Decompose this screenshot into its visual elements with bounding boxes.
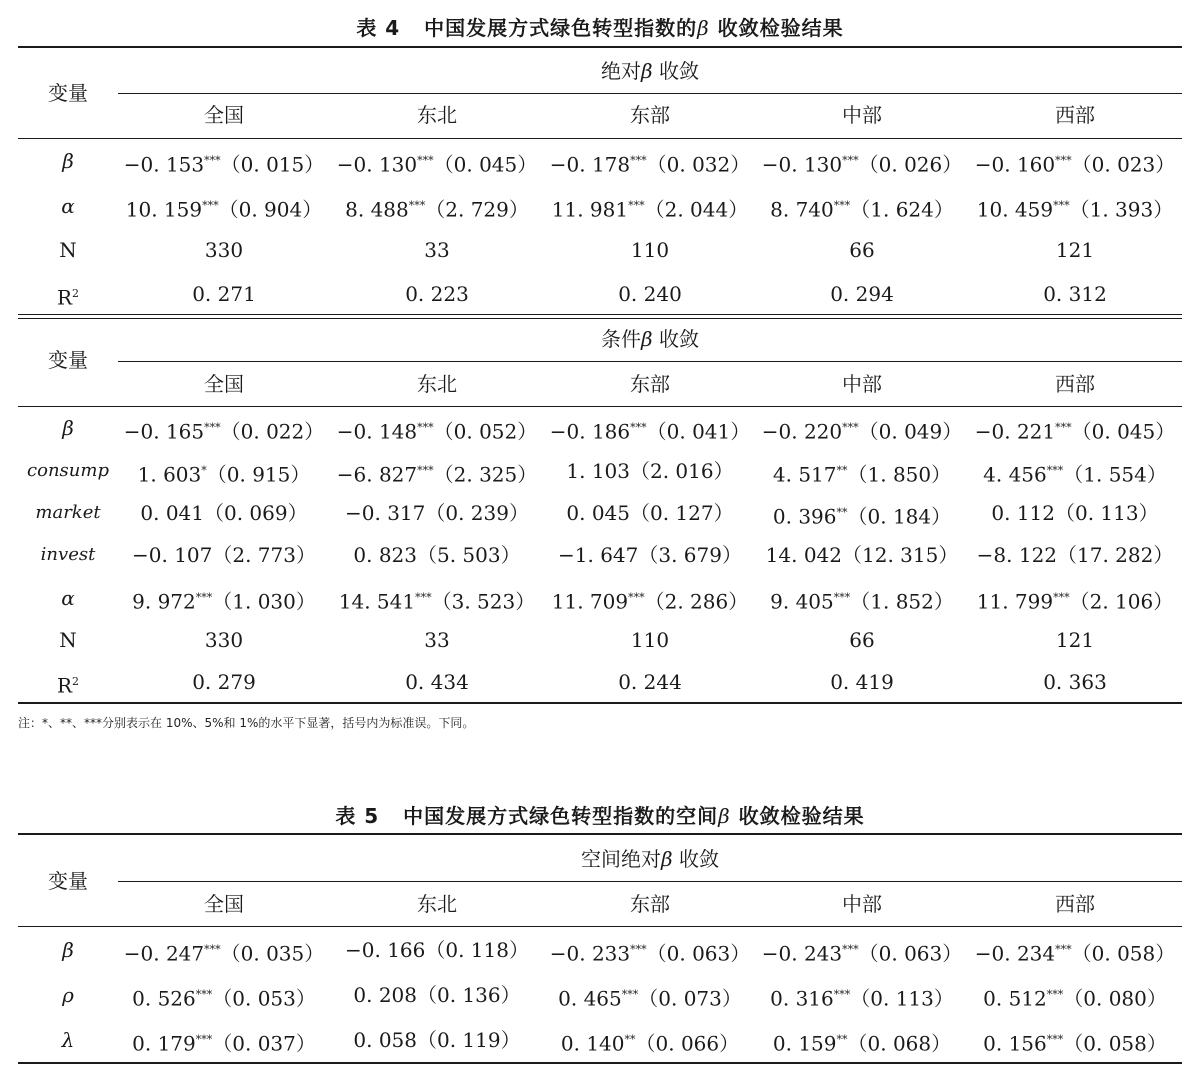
table5-row-label: ρ: [62, 983, 74, 1007]
table5-caption-beta: β: [718, 804, 731, 828]
table4-panel-b-cell: −0. 317（0. 239）: [345, 501, 529, 525]
table4-panel-b-cell: 0. 823（5. 503）: [353, 543, 521, 567]
table4-panel-b-title: [118, 327, 1182, 351]
table4-panel-b-cell: 0. 112（0. 113）: [991, 501, 1159, 525]
table5-cell: 0. 159**（0. 068）: [772, 1031, 952, 1056]
table4-panel-a-row-label: β: [62, 149, 74, 173]
table5-cell: 0. 140**（0. 066）: [560, 1031, 740, 1056]
table5-cell: −0. 234***（0. 058）: [974, 941, 1176, 966]
table4-panel-a-cell: 0. 240: [618, 282, 682, 306]
table4-panel-b-cell: 4. 517**（1. 850）: [772, 462, 952, 487]
table4-var-header-a: 变量: [48, 81, 88, 105]
table4-panel-a-cell: −0. 153***（0. 015）: [123, 152, 325, 177]
table4-panel-a-cell: 11. 981***（2. 044）: [551, 197, 749, 222]
table5-cell: 0. 526***（0. 053）: [132, 986, 316, 1011]
table5-cell: 0. 058（0. 119）: [353, 1028, 521, 1052]
table4-panel-b-cell: 330: [204, 628, 244, 652]
table4-panel-b-cell: 33: [424, 628, 450, 652]
table4-panel-a-cell: 330: [204, 238, 244, 262]
table4-panel-b-cell: 1. 103（2. 016）: [566, 459, 734, 483]
panel-b-title-beta: β: [641, 327, 653, 351]
table4-panel-b-cell: 0. 244: [618, 670, 682, 694]
table4-caption-beta: β: [697, 16, 710, 40]
table4-panel-b-cell: 121: [1055, 628, 1095, 652]
table4-panel-a-cell: 0. 271: [192, 282, 256, 306]
panel-a-title-pre: 绝对: [601, 59, 642, 83]
table5-cell: −0. 166（0. 118）: [345, 938, 529, 962]
table5-region-header: 东北: [417, 892, 457, 916]
table4-panel-b-cell: 9. 972***（1. 030）: [132, 589, 316, 614]
table4-panel-b-cell: −6. 827***（2. 325）: [336, 462, 538, 487]
table4-panel-a-region-header: 东北: [417, 103, 457, 127]
table4-panel-b-cell: 11. 799***（2. 106）: [976, 589, 1174, 614]
table4-panel-b-row-label: β: [62, 416, 74, 440]
table4-panel-b-cell: −0. 165***（0. 022）: [123, 419, 325, 444]
table4-panel-a-cell: 8. 488***（2. 729）: [345, 197, 529, 222]
table5-cell: 0. 465***（0. 073）: [558, 986, 742, 1011]
table4-panel-a-cell: −0. 130***（0. 045）: [336, 152, 538, 177]
table4-panel-b-cell: 0. 279: [192, 670, 256, 694]
table4-panel-b-cell: −0. 186***（0. 041）: [549, 419, 751, 444]
table4-bottom-rule: [18, 702, 1182, 704]
table5-title-pre: 空间绝对: [581, 847, 662, 871]
table4-panel-b-cell: 0. 419: [830, 670, 894, 694]
table5-cell: −0. 233***（0. 063）: [549, 941, 751, 966]
table4-panel-a-region-header: 全国: [204, 103, 244, 127]
table5-row-label: λ: [61, 1028, 75, 1052]
table4-panel-b-cell: 4. 456***（1. 554）: [983, 462, 1167, 487]
table4-panel-b-cell: 9. 405***（1. 852）: [770, 589, 954, 614]
table5-cell: 0. 512***（0. 080）: [983, 986, 1167, 1011]
table4-panel-a-region-header: 西部: [1055, 103, 1095, 127]
table4-panel-a-cell: −0. 178***（0. 032）: [549, 152, 751, 177]
table4-panel-b-cell: −0. 148***（0. 052）: [336, 419, 538, 444]
panel-a-title-beta: β: [641, 59, 653, 83]
table4-panel-a-title: [118, 59, 1182, 83]
table4-panel-b-cell: 14. 541***（3. 523）: [338, 589, 536, 614]
table4-panel-b-cell: −8. 122（17. 282）: [976, 543, 1174, 567]
table5-title-post: 收敛: [678, 847, 719, 871]
table4-panel-a-row-label: α: [61, 194, 75, 218]
table4-panel-a-region-header: 东部: [630, 103, 670, 127]
table4-panel-b-row-label: invest: [40, 544, 96, 565]
table5-cell: −0. 243***（0. 063）: [761, 941, 963, 966]
table5-region-header: 西部: [1055, 892, 1095, 916]
table4-panel-a-cell: 0. 294: [830, 282, 894, 306]
table4-panel-b-cell: 11. 709***（2. 286）: [551, 589, 749, 614]
table5-subrule: [118, 881, 1182, 882]
table4-panel-a-header-rule: [18, 138, 1182, 139]
table4-panel-b-header-rule: [18, 406, 1182, 407]
table4-panel-b-row-label: market: [35, 502, 101, 523]
table4-panel-a-cell: 10. 159***（0. 904）: [125, 197, 323, 222]
table5-caption-tail: 收敛检验结果: [738, 804, 865, 828]
table4-panel-a-region-header: 中部: [842, 103, 882, 127]
table4-double-rule-2: [18, 318, 1182, 319]
table4-double-rule-1: [18, 314, 1182, 315]
table4-panel-b-cell: −1. 647（3. 679）: [558, 543, 742, 567]
table5-cell: 0. 316***（0. 113）: [770, 986, 954, 1011]
table4-caption-text: 中国发展方式绿色转型指数的: [424, 16, 698, 40]
table4-note: 注：*、**、***分别表示在 10%、5%和 1%的水平下显著，括号内为标准误。下同。: [18, 716, 475, 730]
table5-cell: −0. 247***（0. 035）: [123, 941, 325, 966]
table4-panel-b-cell: 0. 434: [405, 670, 469, 694]
table5-caption-text: 中国发展方式绿色转型指数的空间: [403, 804, 719, 828]
table4-panel-b-cell: −0. 107（2. 773）: [132, 543, 316, 567]
table4-panel-b-region-header: 东北: [417, 372, 457, 396]
table4-panel-b-cell: −0. 221***（0. 045）: [974, 419, 1176, 444]
table5-bottom-rule: [18, 1062, 1182, 1064]
panel-b-title-post: 收敛: [658, 327, 699, 351]
table4-panel-a-cell: 8. 740***（1. 624）: [770, 197, 954, 222]
table4-panel-b-cell: 0. 396**（0. 184）: [772, 504, 952, 529]
table5-caption-number: 表 5: [335, 804, 380, 828]
table5-region-header: 东部: [630, 892, 670, 916]
table4-panel-a-cell: −0. 160***（0. 023）: [974, 152, 1176, 177]
table4-panel-b-row-label: α: [61, 586, 75, 610]
table4-panel-b-cell: 0. 045（0. 127）: [566, 501, 734, 525]
table4-panel-a-cell: 10. 459***（1. 393）: [976, 197, 1174, 222]
table4-panel-a-cell: 33: [424, 238, 450, 262]
table4-panel-b-cell: −0. 220***（0. 049）: [761, 419, 963, 444]
table4-panel-b-cell: 1. 603*（0. 915）: [137, 462, 311, 487]
table4-panel-a-cell: 110: [630, 238, 670, 262]
table4-panel-b-subrule: [118, 361, 1182, 362]
table5-region-header: 中部: [842, 892, 882, 916]
table5-header-rule: [18, 926, 1182, 927]
table5-top-rule: [18, 833, 1182, 835]
table4-panel-a-cell: −0. 130***（0. 026）: [761, 152, 963, 177]
table5-var-header: 变量: [48, 869, 88, 893]
table5-region-header: 全国: [204, 892, 244, 916]
table4-caption-number: 表 4: [356, 16, 401, 40]
table4-panel-b-cell: 0. 041（0. 069）: [140, 501, 308, 525]
table4-panel-a-row-label: N: [59, 238, 77, 262]
table4-top-rule: [18, 46, 1182, 48]
table4-panel-b-region-header: 东部: [630, 372, 670, 396]
table4-panel-b-region-header: 全国: [204, 372, 244, 396]
table5-caption: [0, 800, 1200, 829]
table4-caption: [0, 12, 1200, 41]
table4-var-header-b: 变量: [48, 348, 88, 372]
table4-panel-a-cell: 0. 312: [1043, 282, 1107, 306]
table4-panel-b-cell: 14. 042（12. 315）: [765, 543, 959, 567]
table4-panel-b-region-header: 中部: [842, 372, 882, 396]
table5-panel-title: [118, 847, 1182, 871]
table4-panel-b-cell: 66: [849, 628, 875, 652]
table4-panel-a-subrule: [118, 93, 1182, 94]
table4-panel-b-cell: 110: [630, 628, 670, 652]
table4-panel-b-region-header: 西部: [1055, 372, 1095, 396]
table5-title-beta: β: [661, 847, 673, 871]
table4-panel-b-row-label: $R^2$: [56, 673, 80, 698]
table4-panel-a-cell: 0. 223: [405, 282, 469, 306]
table4-panel-b-row-label: consump: [27, 460, 109, 481]
panel-b-title-pre: 条件: [601, 327, 642, 351]
table4-caption-tail: 收敛检验结果: [717, 16, 844, 40]
table4-panel-a-cell: 121: [1055, 238, 1095, 262]
table4-panel-a-row-label: $R^2$: [56, 285, 80, 310]
table4-panel-a-cell: 66: [849, 238, 875, 262]
panel-a-title-post: 收敛: [658, 59, 699, 83]
table5-cell: 0. 208（0. 136）: [353, 983, 521, 1007]
table5-cell: 0. 179***（0. 037）: [132, 1031, 316, 1056]
table4-panel-b-cell: 0. 363: [1043, 670, 1107, 694]
table5-row-label: β: [62, 938, 74, 962]
table4-panel-b-row-label: N: [59, 628, 77, 652]
table5-cell: 0. 156***（0. 058）: [983, 1031, 1167, 1056]
